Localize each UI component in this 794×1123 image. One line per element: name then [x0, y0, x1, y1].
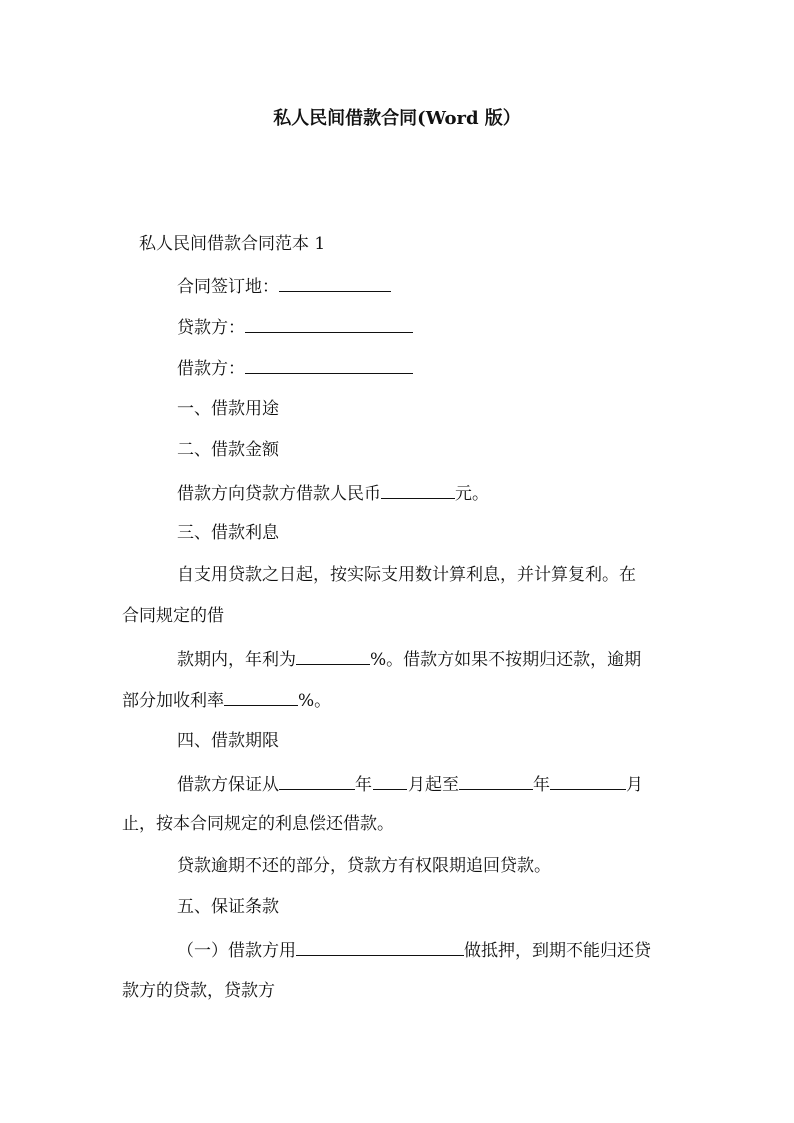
- guarantee-line-cont: 款方的贷款，贷款方: [122, 981, 275, 1001]
- interest-rate-after: %。借款方如果不按期归还款，逾期: [370, 650, 642, 670]
- borrower-label: 借款方：: [177, 359, 245, 379]
- term-year-1: 年: [355, 775, 372, 795]
- term-start-year-blank[interactable]: [279, 771, 355, 790]
- heading-interest: 三、借款利息: [177, 523, 279, 543]
- sign-place-line: [177, 273, 391, 299]
- term-from: 借款方保证从: [177, 775, 279, 795]
- heading-term: 四、借款期限: [177, 731, 279, 751]
- borrower-line: [177, 355, 413, 381]
- document-title: 私人民间借款合同(Word 版）: [273, 108, 521, 129]
- term-year-2: 年: [533, 775, 550, 795]
- amount-blank[interactable]: [381, 480, 455, 499]
- heading-guarantee: 五、保证条款: [177, 897, 279, 917]
- guarantee-before: （一）借款方用: [177, 941, 296, 961]
- amount-text-before: 借款方向贷款方借款人民币: [177, 484, 381, 504]
- guarantee-line: [177, 937, 651, 963]
- term-end-year-blank[interactable]: [459, 771, 533, 790]
- penalty-rate-blank[interactable]: [224, 687, 298, 706]
- penalty-rate-before: 部分加收利率: [122, 691, 224, 711]
- term-month-2: 月: [626, 775, 643, 795]
- sign-place-label: 合同签订地：: [177, 277, 279, 297]
- term-end-month-blank[interactable]: [550, 771, 626, 790]
- amount-text-after: 元。: [455, 484, 489, 504]
- lender-label: 贷款方：: [177, 318, 245, 338]
- term-line: [177, 771, 643, 797]
- lender-line: [177, 314, 413, 340]
- interest-rate-before: 款期内，年利为: [177, 650, 296, 670]
- amount-line: [177, 480, 489, 506]
- lender-blank[interactable]: [245, 314, 413, 333]
- collateral-blank[interactable]: [296, 937, 464, 956]
- interest-paragraph-1-cont: 合同规定的借: [122, 606, 224, 626]
- term-start-month-blank[interactable]: [373, 779, 407, 790]
- penalty-rate-after: %。: [298, 691, 332, 711]
- guarantee-after: 做抵押，到期不能归还贷: [464, 941, 651, 961]
- section-title: 私人民间借款合同范本 1: [139, 234, 326, 254]
- overdue-paragraph: 贷款逾期不还的部分，贷款方有权限期追回贷款。: [177, 856, 551, 876]
- penalty-rate-line: [122, 687, 331, 713]
- interest-paragraph-1: 自支用贷款之日起，按实际支用数计算利息，并计算复利。在: [177, 565, 636, 585]
- sign-place-blank[interactable]: [279, 273, 391, 292]
- interest-rate-line: [177, 646, 641, 672]
- heading-purpose: 一、借款用途: [177, 399, 279, 419]
- interest-rate-blank[interactable]: [296, 646, 370, 665]
- borrower-blank[interactable]: [245, 355, 413, 374]
- heading-amount: 二、借款金额: [177, 440, 279, 460]
- term-line-cont: 止，按本合同规定的利息偿还借款。: [122, 814, 394, 834]
- term-month-1: 月起至: [408, 775, 459, 795]
